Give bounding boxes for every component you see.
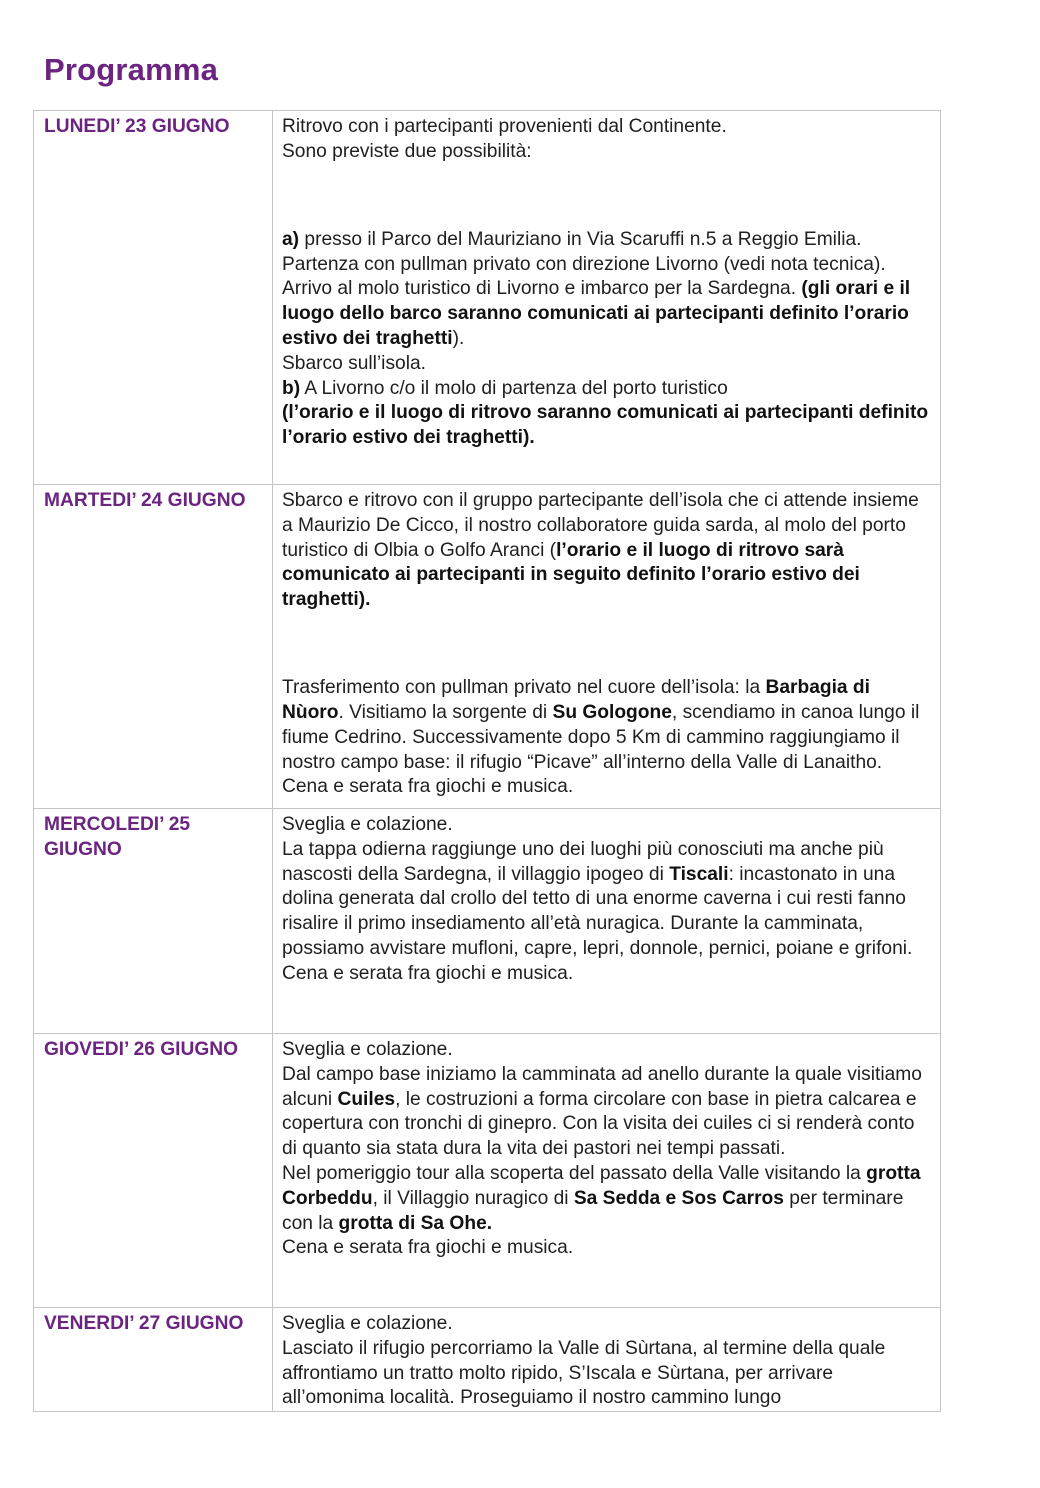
text-run: , scendiamo in canoa lungo il fiume Cedrino. Successivamente dopo 5 Km di cammino raggiungiamo il nostro campo base: il rifugio “Picave” all’interno della Valle di Lanaitho.: [282, 701, 920, 773]
description-cell: [273, 809, 941, 1034]
bold-text: grotta di Sa Ohe.: [338, 1212, 493, 1234]
bold-text: (l’orario e il luogo di ritrovo saranno comunicati ai partecipanti definito l’orario estivo dei traghetti).: [282, 402, 929, 449]
description-paragraph: [282, 676, 932, 775]
day-cell: [34, 485, 273, 809]
day-description: [273, 809, 940, 987]
description-cell: [273, 1308, 941, 1412]
description-paragraph: [282, 228, 932, 278]
text-run: , il Villaggio nuragico di: [372, 1187, 574, 1209]
page-title: Programma: [44, 52, 219, 87]
program-row: [34, 111, 941, 485]
text-run: Arrivo al molo turistico di Livorno e imbarco per la Sardegna.: [282, 278, 802, 300]
description-paragraph: [282, 1063, 932, 1162]
description-paragraph: [282, 813, 932, 838]
day-description: [273, 111, 940, 451]
program-row: [34, 809, 941, 1034]
description-paragraph: [282, 115, 932, 140]
description-paragraph: [282, 1038, 932, 1063]
text-run: Cena e serata fra giochi e musica.: [282, 776, 574, 798]
day-label: MARTEDI’ 24 GIUGNO: [44, 490, 246, 511]
bold-text: b): [282, 377, 301, 399]
text-run: Ritrovo con i partecipanti provenienti dal Continente.: [282, 116, 727, 137]
description-paragraph: [282, 1337, 932, 1411]
text-run: Cena e serata fra giochi e musica.: [282, 1237, 574, 1259]
description-paragraph: [282, 489, 932, 613]
program-row: [34, 1034, 941, 1308]
bold-text: Su Gologone: [552, 701, 672, 723]
bold-text: Tiscali: [669, 863, 729, 885]
bold-text: Cuiles: [337, 1088, 396, 1110]
paragraph-spacer: [282, 632, 932, 657]
text-run: . Visitiamo la sorgente di: [338, 701, 553, 723]
text-run: Dal campo base iniziamo la camminata ad anello durante la quale visitiamo alcuni: [282, 1063, 922, 1110]
text-run: Nel pomeriggio tour alla scoperta del passato della Valle visitando la: [282, 1162, 867, 1184]
text-run: Sono previste due possibilità:: [282, 140, 532, 162]
text-run: Sbarco sull’isola.: [282, 352, 426, 374]
description-paragraph: [282, 962, 932, 987]
day-description: [273, 1308, 940, 1411]
text-run: Lasciato il rifugio percorriamo la Valle di Sùrtana, al termine della quale affrontiamo un tratto molto ripido, S’Iscala e Sùrtana, per arrivare all’omonima località. Proseguiamo il nostro cammino lungo: [282, 1337, 886, 1409]
description-paragraph: [282, 775, 932, 800]
text-run: Sveglia e colazione.: [282, 1313, 453, 1334]
text-run: Sveglia e colazione.: [282, 814, 453, 835]
day-label: MERCOLEDI’ 25 GIUGNO: [44, 814, 191, 860]
description-cell: [273, 1034, 941, 1308]
day-cell: [34, 809, 273, 1034]
description-paragraph: [282, 1236, 932, 1261]
day-cell: [34, 111, 273, 485]
text-run: A Livorno c/o il molo di partenza del porto turistico: [300, 377, 728, 399]
text-run: Sbarco e ritrovo con il gruppo partecipante dell’isola che ci attende insieme a Maurizio De Cicco, il nostro collaboratore guida sarda, al molo del porto turistico di Olbia o Golfo Aranci (: [282, 490, 919, 561]
paragraph-spacer: [282, 184, 932, 209]
bold-text: Sa Sedda e Sos Carros: [573, 1187, 784, 1209]
program-row: [34, 1308, 941, 1412]
description-paragraph: [282, 1312, 932, 1337]
description-paragraph: [282, 277, 932, 351]
bold-text: grotta Corbeddu: [282, 1162, 921, 1209]
description-paragraph: [282, 140, 932, 165]
day-label: VENERDI’ 27 GIUGNO: [44, 1313, 244, 1334]
day-label: LUNEDI’ 23 GIUGNO: [44, 116, 230, 137]
text-run: presso il Parco del Mauriziano in Via Scaruffi n.5 a Reggio Emilia. Partenza con pullman privato con direzione Livorno (vedi nota tecnica).: [282, 228, 886, 275]
bold-text: a): [282, 228, 300, 250]
description-paragraph: [282, 1162, 932, 1236]
description-cell: [273, 111, 941, 485]
text-run: ).: [452, 327, 465, 349]
program-table: [33, 110, 941, 1412]
bold-text: Barbagia di Nùoro: [282, 677, 870, 723]
day-description: [273, 485, 940, 800]
text-run: Sveglia e colazione.: [282, 1039, 453, 1060]
text-run: La tappa odierna raggiunge uno dei luoghi più conosciuti ma anche più nascosti della Sardegna, il villaggio ipogeo di: [282, 838, 884, 885]
description-paragraph: [282, 377, 932, 402]
description-paragraph: [282, 401, 932, 451]
text-run: Trasferimento con pullman privato nel cuore dell’isola: la: [282, 677, 766, 699]
description-paragraph: [282, 352, 932, 377]
text-run: : incastonato in una dolina generata dal crollo del tetto di una enorme caverna i cui resti fanno risalire il primo insediamento all’età nuragica. Durante la camminata, possiamo avvistare mufloni, capre, lepri, donnole, pernici, poiane e grifoni.: [282, 863, 913, 959]
description-paragraph: [282, 838, 932, 962]
text-run: Cena e serata fra giochi e musica.: [282, 962, 574, 984]
day-label: GIOVEDI’ 26 GIUGNO: [44, 1039, 239, 1060]
text-run: per terminare con la: [282, 1187, 904, 1234]
day-description: [273, 1034, 940, 1261]
day-cell: [34, 1034, 273, 1308]
text-run: , le costruzioni a forma circolare con base in pietra calcarea e copertura con tronchi di ginepro. Con la visita dei cuiles ci si renderà conto di quanto sia stata dura la vita dei pastori nei tempi passati.: [282, 1088, 917, 1160]
bold-text: (gli orari e il luogo dello barco saranno comunicati ai partecipanti definito l’orario estivo dei traghetti: [282, 278, 911, 349]
description-cell: [273, 485, 941, 809]
day-cell: [34, 1308, 273, 1412]
program-row: [34, 485, 941, 809]
bold-text: l’orario e il luogo di ritrovo sarà comunicato ai partecipanti in seguito definito l’orario estivo dei traghetti).: [282, 539, 860, 611]
